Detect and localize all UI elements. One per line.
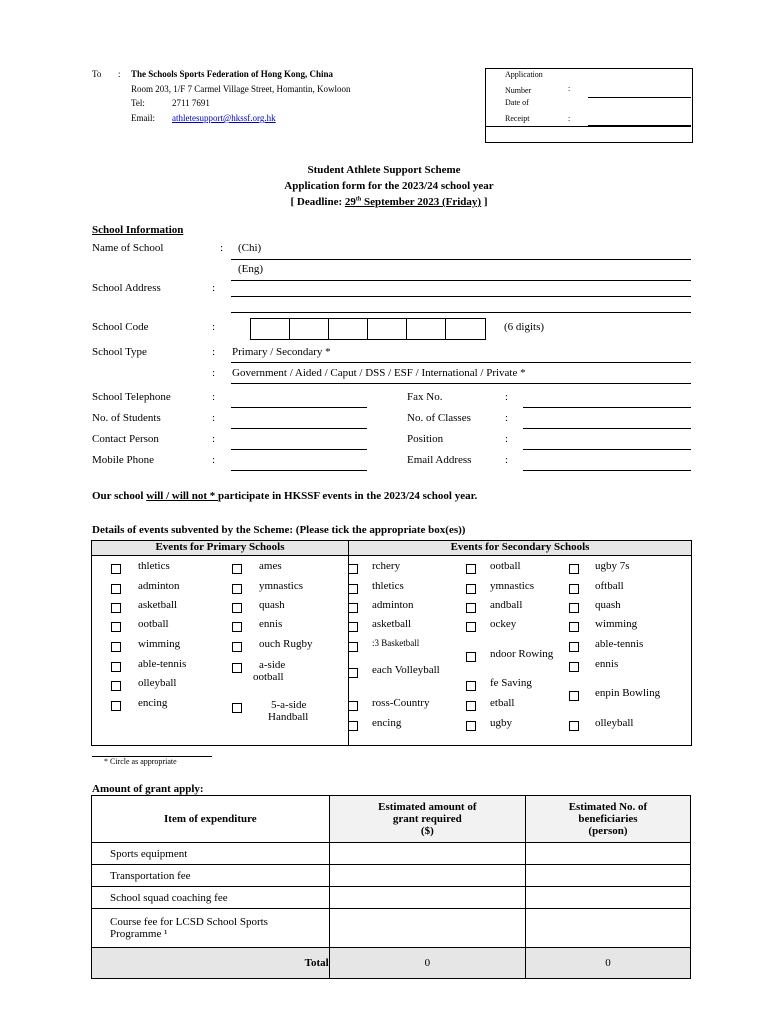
col-item-header: Item of expenditure: [92, 796, 330, 843]
school-address-field-2[interactable]: [231, 312, 691, 313]
fax-field[interactable]: [523, 407, 691, 408]
event-checkbox[interactable]: [111, 642, 121, 652]
event-checkbox[interactable]: [348, 622, 358, 632]
eng-label: (Eng): [238, 263, 264, 275]
colon: :: [505, 412, 509, 424]
event-checkbox[interactable]: [348, 584, 358, 594]
students-field[interactable]: [231, 428, 367, 429]
event-label: adminton: [138, 580, 180, 592]
amount-cell[interactable]: [329, 865, 525, 887]
event-checkbox[interactable]: [466, 564, 476, 574]
table-row: [92, 887, 691, 909]
event-label: oftball: [595, 580, 624, 592]
beneficiaries-cell[interactable]: [525, 843, 690, 865]
colon: :: [220, 242, 224, 254]
event-label: ross-Country: [372, 697, 430, 709]
event-checkbox[interactable]: [232, 663, 242, 673]
row-label: Course fee for LCSD School Sports Programme ¹: [92, 909, 330, 948]
org-address: Room 203, 1/F 7 Carmel Village Street, Homantin, Kowloon: [131, 84, 351, 94]
total-amount: 0: [329, 948, 525, 979]
event-checkbox[interactable]: [466, 681, 476, 691]
email-label: Email:: [131, 113, 155, 123]
event-checkbox[interactable]: [466, 721, 476, 731]
event-label: enpin Bowling: [595, 687, 661, 699]
event-label: wimming: [138, 638, 181, 650]
colon: :: [212, 282, 216, 294]
event-label: each Volleyball: [372, 664, 440, 676]
event-label: asketball: [138, 599, 178, 611]
event-checkbox[interactable]: [111, 603, 121, 613]
event-label: wimming: [595, 618, 638, 630]
table-row: [92, 843, 691, 865]
date-of-receipt-field[interactable]: [588, 125, 691, 126]
colon: :: [212, 391, 216, 403]
event-label: adminton: [372, 599, 414, 611]
event-checkbox[interactable]: [466, 603, 476, 613]
event-checkbox[interactable]: [232, 564, 242, 574]
row-label: Sports equipment: [92, 843, 330, 865]
app-application-label: Application: [505, 70, 543, 79]
school-code-hint: (6 digits): [504, 321, 545, 333]
event-label: 5-a-side: [271, 699, 307, 711]
school-info-heading: School Information: [92, 224, 184, 236]
event-checkbox[interactable]: [348, 642, 358, 652]
event-checkbox[interactable]: [232, 622, 242, 632]
colon: :: [212, 433, 216, 445]
school-telephone-field[interactable]: [231, 407, 367, 408]
event-label: olleyball: [138, 677, 177, 689]
app-colon-1: :: [568, 84, 571, 93]
total-row: [92, 948, 691, 979]
event-label: :3 Basketball: [372, 638, 420, 648]
total-beneficiaries: 0: [525, 948, 690, 979]
event-checkbox[interactable]: [569, 603, 579, 613]
amount-cell[interactable]: [329, 909, 525, 948]
event-checkbox[interactable]: [111, 662, 121, 672]
colon: :: [212, 321, 216, 333]
event-label: etball: [490, 697, 515, 709]
school-code-boxes[interactable]: [250, 318, 486, 340]
contact-person-label: Contact Person: [92, 433, 159, 445]
event-label: quash: [595, 599, 621, 611]
event-label: a-side: [259, 659, 286, 671]
colon: :: [212, 346, 216, 358]
event-label: ennis: [595, 658, 619, 670]
grant-table: [91, 795, 691, 979]
grant-heading: Amount of grant apply:: [92, 783, 204, 795]
classes-field[interactable]: [523, 428, 691, 429]
event-checkbox[interactable]: [232, 703, 242, 713]
school-name-eng-field[interactable]: [231, 280, 691, 281]
event-label: thletics: [138, 560, 170, 572]
event-checkbox[interactable]: [466, 584, 476, 594]
position-field[interactable]: [523, 449, 691, 450]
event-checkbox[interactable]: [111, 681, 121, 691]
amount-cell[interactable]: [329, 843, 525, 865]
event-checkbox[interactable]: [232, 642, 242, 652]
event-label: ouch Rugby: [259, 638, 313, 650]
colon: :: [212, 412, 216, 424]
event-checkbox[interactable]: [111, 564, 121, 574]
event-label: quash: [259, 599, 285, 611]
beneficiaries-cell[interactable]: [525, 865, 690, 887]
event-checkbox[interactable]: [348, 721, 358, 731]
col-beneficiaries-header: Estimated No. of beneficiaries (person): [525, 796, 690, 843]
event-checkbox[interactable]: [569, 721, 579, 731]
chi-label: (Chi): [238, 242, 262, 254]
classes-label: No. of Classes: [407, 412, 471, 424]
table-row: [92, 909, 691, 948]
event-label: rchery: [372, 560, 401, 572]
school-address-field-1[interactable]: [231, 296, 691, 297]
tel-value: 2711 7691: [172, 98, 210, 108]
event-label: fe Saving: [490, 677, 532, 689]
app-number-label: Number: [505, 86, 532, 95]
event-checkbox[interactable]: [111, 584, 121, 594]
col-amount-header: Estimated amount of grant required ($): [329, 796, 525, 843]
event-label: olleyball: [595, 717, 634, 729]
primary-events-header: Events for Primary Schools: [155, 541, 285, 553]
event-label: encing: [372, 717, 402, 729]
event-checkbox[interactable]: [466, 622, 476, 632]
title-line2: Application form for the 2023/24 school year: [284, 180, 494, 192]
event-checkbox[interactable]: [569, 691, 579, 701]
app-receipt-label: Receipt: [505, 114, 530, 123]
school-name-chi-field[interactable]: [231, 259, 691, 260]
colon: :: [505, 433, 509, 445]
event-checkbox[interactable]: [569, 622, 579, 632]
event-label: encing: [138, 697, 168, 709]
row-label: Transportation fee: [92, 865, 330, 887]
event-checkbox[interactable]: [569, 564, 579, 574]
event-label: ndoor Rowing: [490, 648, 554, 660]
colon: :: [212, 367, 216, 379]
colon: :: [212, 454, 216, 466]
school-type-line2: Government / Aided / Caput / DSS / ESF / International / Private *: [232, 367, 526, 379]
event-checkbox[interactable]: [466, 652, 476, 662]
amount-cell[interactable]: [329, 887, 525, 909]
row-label: School squad coaching fee: [92, 887, 330, 909]
event-label: ugby 7s: [595, 560, 630, 572]
footnote: * Circle as appropriate: [104, 757, 177, 766]
event-label: asketball: [372, 618, 412, 630]
application-number-field[interactable]: [588, 97, 691, 98]
event-checkbox[interactable]: [232, 603, 242, 613]
email-address-field[interactable]: [523, 470, 691, 471]
event-label: ootball: [138, 618, 169, 630]
app-dateof-label: Date of: [505, 98, 529, 107]
event-checkbox[interactable]: [569, 642, 579, 652]
position-label: Position: [407, 433, 444, 445]
event-checkbox[interactable]: [348, 701, 358, 711]
participation-choice[interactable]: will / will not *: [146, 490, 219, 502]
event-checkbox[interactable]: [569, 584, 579, 594]
event-label: ames: [259, 560, 282, 572]
events-heading: Details of events subvented by the Scheme: (Please tick the appropriate box(es)): [92, 524, 466, 536]
colon: :: [505, 391, 509, 403]
event-label: andball: [490, 599, 523, 611]
mobile-phone-field[interactable]: [231, 470, 367, 471]
event-checkbox[interactable]: [348, 668, 358, 678]
event-checkbox[interactable]: [111, 701, 121, 711]
participation-statement: Our school will / will not * participate in HKSSF events in the 2023/24 school year.: [92, 490, 478, 502]
event-label: ockey: [490, 618, 517, 630]
event-checkbox[interactable]: [232, 584, 242, 594]
event-label: ugby: [490, 717, 512, 729]
school-code-label: School Code: [92, 321, 149, 333]
school-telephone-label: School Telephone: [92, 391, 171, 403]
email-address-label: Email Address: [407, 454, 472, 466]
event-label: ymnastics: [259, 580, 303, 592]
event-checkbox[interactable]: [111, 622, 121, 632]
title-line1: Student Athlete Support Scheme: [307, 164, 461, 176]
app-colon-2: :: [568, 114, 571, 123]
school-type-line1: Primary / Secondary *: [232, 346, 331, 358]
deadline: [ Deadline: 29th September 2023 (Friday) ]: [290, 196, 488, 208]
event-label-line2: Handball: [268, 711, 309, 723]
school-address-label: School Address: [92, 282, 161, 294]
contact-person-field[interactable]: [231, 449, 367, 450]
beneficiaries-cell[interactable]: [525, 909, 690, 948]
email-link[interactable]: athletesupport@hkssf.org.hk: [172, 113, 276, 123]
event-checkbox[interactable]: [569, 662, 579, 672]
beneficiaries-cell[interactable]: [525, 887, 690, 909]
mobile-phone-label: Mobile Phone: [92, 454, 155, 466]
colon: :: [505, 454, 509, 466]
event-label: ymnastics: [490, 580, 534, 592]
event-label: ennis: [259, 618, 283, 630]
event-checkbox[interactable]: [466, 701, 476, 711]
total-label: Total: [92, 948, 330, 979]
event-label: able-tennis: [138, 658, 187, 670]
event-label: thletics: [372, 580, 404, 592]
secondary-events-header: Events for Secondary Schools: [450, 541, 590, 553]
school-type-label: School Type: [92, 346, 147, 358]
event-label: ootball: [490, 560, 521, 572]
org-name: The Schools Sports Federation of Hong Kong, China: [131, 69, 334, 79]
to-label: To: [92, 69, 102, 79]
tel-label: Tel:: [131, 98, 145, 108]
event-checkbox[interactable]: [348, 603, 358, 613]
table-row: [92, 865, 691, 887]
event-checkbox[interactable]: [348, 564, 358, 574]
students-label: No. of Students: [92, 412, 161, 424]
event-label: able-tennis: [595, 638, 644, 650]
fax-label: Fax No.: [407, 391, 443, 403]
to-colon: :: [118, 69, 121, 79]
event-label-line2: ootball: [253, 671, 284, 683]
name-of-school-label: Name of School: [92, 242, 164, 254]
